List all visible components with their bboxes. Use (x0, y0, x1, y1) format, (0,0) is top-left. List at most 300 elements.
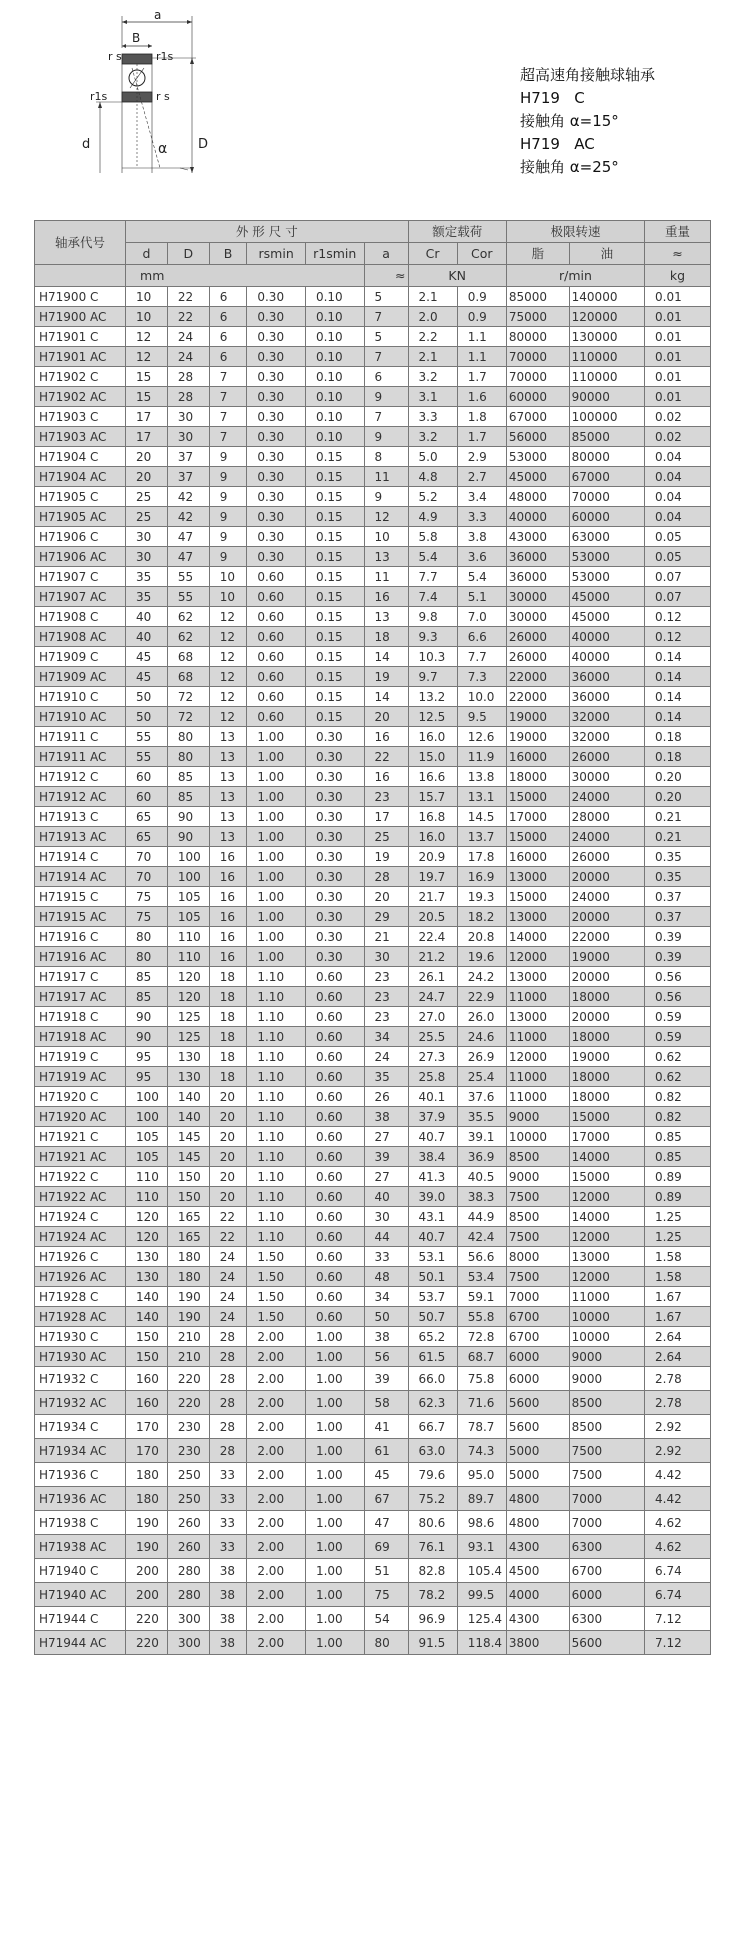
cell-B: 6 (209, 327, 247, 347)
cell-Cor: 98.6 (457, 1511, 506, 1535)
cell-oil-speed: 53000 (569, 567, 644, 587)
cell-code: H71918 C (35, 1007, 126, 1027)
cell-a: 26 (364, 1087, 408, 1107)
cell-d: 85 (126, 967, 168, 987)
cell-a: 11 (364, 467, 408, 487)
cell-weight: 0.01 (645, 327, 711, 347)
cell-d: 45 (126, 667, 168, 687)
cell-rsmin: 2.00 (247, 1439, 306, 1463)
cell-d: 20 (126, 467, 168, 487)
cell-D: 300 (167, 1631, 209, 1655)
cell-code: H71915 C (35, 887, 126, 907)
cell-code: H71940 AC (35, 1583, 126, 1607)
cell-weight: 0.05 (645, 527, 711, 547)
header-blank (35, 265, 126, 287)
cell-weight: 2.78 (645, 1391, 711, 1415)
cell-r1smin: 0.10 (305, 327, 364, 347)
cell-a: 11 (364, 567, 408, 587)
cell-a: 7 (364, 407, 408, 427)
cell-r1smin: 1.00 (305, 1583, 364, 1607)
cell-grease-speed: 13000 (506, 867, 569, 887)
cell-B: 13 (209, 747, 247, 767)
cell-D: 100 (167, 867, 209, 887)
cell-B: 6 (209, 347, 247, 367)
cell-B: 33 (209, 1535, 247, 1559)
cell-weight: 0.85 (645, 1147, 711, 1167)
cell-a: 17 (364, 807, 408, 827)
cell-d: 17 (126, 427, 168, 447)
cell-grease-speed: 45000 (506, 467, 569, 487)
cell-d: 55 (126, 747, 168, 767)
cell-d: 80 (126, 927, 168, 947)
cell-B: 20 (209, 1187, 247, 1207)
cell-D: 110 (167, 947, 209, 967)
cell-D: 105 (167, 907, 209, 927)
cell-Cor: 0.9 (457, 307, 506, 327)
cell-r1smin: 0.15 (305, 707, 364, 727)
table-row (35, 1463, 711, 1487)
cell-Cr: 4.9 (408, 507, 457, 527)
cell-a: 33 (364, 1247, 408, 1267)
cell-grease-speed: 6700 (506, 1327, 569, 1347)
cell-B: 9 (209, 547, 247, 567)
cell-a: 35 (364, 1067, 408, 1087)
cell-r1smin: 1.00 (305, 1511, 364, 1535)
cell-oil-speed: 32000 (569, 727, 644, 747)
cell-B: 9 (209, 527, 247, 547)
cell-grease-speed: 6000 (506, 1367, 569, 1391)
cell-D: 55 (167, 567, 209, 587)
cell-Cr: 9.8 (408, 607, 457, 627)
cell-grease-speed: 19000 (506, 707, 569, 727)
cell-D: 90 (167, 807, 209, 827)
header-oil: 油 (569, 243, 644, 265)
cell-Cr: 62.3 (408, 1391, 457, 1415)
cell-a: 7 (364, 347, 408, 367)
header-unit-rmin: r/min (506, 265, 644, 287)
cell-code: H71924 AC (35, 1227, 126, 1247)
cell-grease-speed: 8500 (506, 1207, 569, 1227)
cell-rsmin: 1.50 (247, 1287, 306, 1307)
cell-oil-speed: 30000 (569, 767, 644, 787)
table-row (35, 987, 711, 1007)
cell-grease-speed: 17000 (506, 807, 569, 827)
table-row (35, 367, 711, 387)
cell-r1smin: 0.10 (305, 287, 364, 307)
cell-r1smin: 0.15 (305, 527, 364, 547)
cell-D: 42 (167, 507, 209, 527)
cell-weight: 0.21 (645, 827, 711, 847)
cell-weight: 1.58 (645, 1267, 711, 1287)
cell-D: 220 (167, 1367, 209, 1391)
cell-d: 110 (126, 1187, 168, 1207)
table-row (35, 727, 711, 747)
cell-oil-speed: 110000 (569, 367, 644, 387)
cell-a: 13 (364, 547, 408, 567)
cell-r1smin: 1.00 (305, 1559, 364, 1583)
table-row (35, 1127, 711, 1147)
label-r1s-top: r1s (156, 50, 174, 63)
cell-a: 61 (364, 1439, 408, 1463)
cell-grease-speed: 53000 (506, 447, 569, 467)
cell-B: 16 (209, 867, 247, 887)
header-Cr: Cr (408, 243, 457, 265)
cell-D: 62 (167, 607, 209, 627)
cell-grease-speed: 5000 (506, 1439, 569, 1463)
table-row (35, 1287, 711, 1307)
cell-oil-speed: 12000 (569, 1227, 644, 1247)
table-row (35, 767, 711, 787)
cell-Cr: 66.0 (408, 1367, 457, 1391)
cell-Cr: 13.2 (408, 687, 457, 707)
table-row (35, 1559, 711, 1583)
table-row (35, 427, 711, 447)
cell-a: 45 (364, 1463, 408, 1487)
cell-a: 50 (364, 1307, 408, 1327)
label-rs-mid: r s (156, 90, 170, 103)
cell-r1smin: 1.00 (305, 1607, 364, 1631)
cell-oil-speed: 100000 (569, 407, 644, 427)
cell-D: 300 (167, 1607, 209, 1631)
cell-Cr: 27.0 (408, 1007, 457, 1027)
cell-Cr: 24.7 (408, 987, 457, 1007)
cell-weight: 0.14 (645, 647, 711, 667)
cell-Cor: 74.3 (457, 1439, 506, 1463)
cell-weight: 0.56 (645, 967, 711, 987)
cell-d: 40 (126, 607, 168, 627)
cell-Cor: 71.6 (457, 1391, 506, 1415)
cell-Cr: 3.2 (408, 367, 457, 387)
cell-oil-speed: 10000 (569, 1327, 644, 1347)
cell-weight: 0.14 (645, 687, 711, 707)
cell-weight: 0.56 (645, 987, 711, 1007)
cell-D: 280 (167, 1559, 209, 1583)
cell-D: 190 (167, 1307, 209, 1327)
cell-d: 160 (126, 1391, 168, 1415)
cell-Cor: 118.4 (457, 1631, 506, 1655)
cell-Cr: 40.7 (408, 1127, 457, 1147)
cell-d: 15 (126, 367, 168, 387)
table-row (35, 1227, 711, 1247)
cell-Cr: 66.7 (408, 1415, 457, 1439)
cell-oil-speed: 14000 (569, 1147, 644, 1167)
cell-D: 250 (167, 1463, 209, 1487)
cell-grease-speed: 40000 (506, 507, 569, 527)
cell-Cr: 40.7 (408, 1227, 457, 1247)
cell-Cr: 78.2 (408, 1583, 457, 1607)
cell-Cor: 24.6 (457, 1027, 506, 1047)
cell-a: 23 (364, 987, 408, 1007)
table-row (35, 1439, 711, 1463)
header-dims: 外 形 尺 寸 (126, 221, 409, 243)
cell-B: 6 (209, 307, 247, 327)
cell-Cr: 25.5 (408, 1027, 457, 1047)
cell-rsmin: 1.10 (247, 1227, 306, 1247)
table-row (35, 547, 711, 567)
cell-d: 220 (126, 1607, 168, 1631)
cell-code: H71934 C (35, 1415, 126, 1439)
cell-r1smin: 1.00 (305, 1439, 364, 1463)
cell-B: 28 (209, 1391, 247, 1415)
cell-oil-speed: 8500 (569, 1415, 644, 1439)
cell-Cr: 22.4 (408, 927, 457, 947)
cell-weight: 0.14 (645, 707, 711, 727)
cell-D: 125 (167, 1007, 209, 1027)
cell-B: 20 (209, 1127, 247, 1147)
table-row (35, 307, 711, 327)
cell-d: 75 (126, 887, 168, 907)
cell-rsmin: 0.60 (247, 707, 306, 727)
cell-rsmin: 2.00 (247, 1559, 306, 1583)
cell-B: 16 (209, 847, 247, 867)
cell-Cr: 43.1 (408, 1207, 457, 1227)
cell-D: 230 (167, 1415, 209, 1439)
cell-r1smin: 1.00 (305, 1487, 364, 1511)
cell-rsmin: 1.00 (247, 747, 306, 767)
cell-grease-speed: 4300 (506, 1535, 569, 1559)
cell-Cor: 24.2 (457, 967, 506, 987)
cell-oil-speed: 18000 (569, 1027, 644, 1047)
cell-weight: 0.37 (645, 887, 711, 907)
cell-weight: 4.62 (645, 1511, 711, 1535)
cell-grease-speed: 80000 (506, 327, 569, 347)
cell-d: 180 (126, 1463, 168, 1487)
cell-B: 13 (209, 807, 247, 827)
cell-rsmin: 2.00 (247, 1391, 306, 1415)
cell-Cr: 16.8 (408, 807, 457, 827)
cell-weight: 0.14 (645, 667, 711, 687)
cell-oil-speed: 26000 (569, 747, 644, 767)
cell-B: 28 (209, 1347, 247, 1367)
cell-oil-speed: 22000 (569, 927, 644, 947)
cell-d: 100 (126, 1087, 168, 1107)
cell-Cor: 72.8 (457, 1327, 506, 1347)
cell-D: 22 (167, 287, 209, 307)
cell-D: 140 (167, 1087, 209, 1107)
cell-r1smin: 0.60 (305, 1227, 364, 1247)
cell-Cr: 5.4 (408, 547, 457, 567)
cell-B: 18 (209, 1067, 247, 1087)
cell-r1smin: 0.10 (305, 367, 364, 387)
cell-B: 13 (209, 827, 247, 847)
table-row (35, 787, 711, 807)
cell-code: H71934 AC (35, 1439, 126, 1463)
cell-grease-speed: 15000 (506, 827, 569, 847)
cell-oil-speed: 60000 (569, 507, 644, 527)
cell-code: H71930 AC (35, 1347, 126, 1367)
cell-grease-speed: 10000 (506, 1127, 569, 1147)
cell-D: 37 (167, 447, 209, 467)
table-row (35, 1167, 711, 1187)
cell-a: 23 (364, 787, 408, 807)
cell-B: 16 (209, 907, 247, 927)
cell-d: 10 (126, 307, 168, 327)
cell-weight: 2.64 (645, 1327, 711, 1347)
cell-grease-speed: 26000 (506, 627, 569, 647)
cell-rsmin: 0.30 (247, 507, 306, 527)
cell-Cr: 40.1 (408, 1087, 457, 1107)
cell-a: 56 (364, 1347, 408, 1367)
title-line-1: 超高速角接触球轴承 (520, 66, 656, 84)
cell-d: 35 (126, 587, 168, 607)
cell-Cor: 25.4 (457, 1067, 506, 1087)
cell-rsmin: 1.10 (247, 1207, 306, 1227)
cell-grease-speed: 6700 (506, 1307, 569, 1327)
cell-oil-speed: 130000 (569, 327, 644, 347)
cell-grease-speed: 5000 (506, 1463, 569, 1487)
cell-r1smin: 0.60 (305, 1127, 364, 1147)
cell-code: H71928 C (35, 1287, 126, 1307)
cell-B: 12 (209, 707, 247, 727)
cell-r1smin: 0.60 (305, 1067, 364, 1087)
cell-weight: 6.74 (645, 1583, 711, 1607)
cell-grease-speed: 36000 (506, 547, 569, 567)
cell-code: H71901 C (35, 327, 126, 347)
cell-code: H71900 C (35, 287, 126, 307)
cell-a: 20 (364, 887, 408, 907)
cell-Cr: 80.6 (408, 1511, 457, 1535)
cell-code: H71917 AC (35, 987, 126, 1007)
cell-grease-speed: 3800 (506, 1631, 569, 1655)
header-r1smin: r1smin (305, 243, 364, 265)
cell-code: H71917 C (35, 967, 126, 987)
cell-Cor: 3.8 (457, 527, 506, 547)
cell-rsmin: 0.30 (247, 287, 306, 307)
cell-code: H71930 C (35, 1327, 126, 1347)
table-row (35, 627, 711, 647)
cell-oil-speed: 17000 (569, 1127, 644, 1147)
cell-rsmin: 0.30 (247, 307, 306, 327)
cell-weight: 0.89 (645, 1187, 711, 1207)
table-body (35, 287, 711, 1655)
cell-rsmin: 1.50 (247, 1267, 306, 1287)
cell-rsmin: 1.10 (247, 1007, 306, 1027)
cell-a: 47 (364, 1511, 408, 1535)
label-r1s-left: r1s (90, 90, 108, 103)
cell-B: 9 (209, 447, 247, 467)
cell-d: 17 (126, 407, 168, 427)
cell-weight: 2.64 (645, 1347, 711, 1367)
cell-Cr: 63.0 (408, 1439, 457, 1463)
cell-d: 45 (126, 647, 168, 667)
cell-B: 12 (209, 687, 247, 707)
cell-weight: 0.21 (645, 807, 711, 827)
cell-d: 50 (126, 707, 168, 727)
cell-r1smin: 0.60 (305, 1027, 364, 1047)
cell-grease-speed: 85000 (506, 287, 569, 307)
header-grease: 脂 (506, 243, 569, 265)
cell-Cor: 0.9 (457, 287, 506, 307)
cell-D: 62 (167, 627, 209, 647)
cell-D: 150 (167, 1167, 209, 1187)
cell-a: 23 (364, 1007, 408, 1027)
cell-rsmin: 1.10 (247, 1187, 306, 1207)
cell-code: H71928 AC (35, 1307, 126, 1327)
cell-Cor: 7.3 (457, 667, 506, 687)
cell-r1smin: 0.15 (305, 567, 364, 587)
cell-grease-speed: 8500 (506, 1147, 569, 1167)
cell-Cr: 53.7 (408, 1287, 457, 1307)
cell-r1smin: 0.10 (305, 427, 364, 447)
cell-code: H71903 C (35, 407, 126, 427)
table-row (35, 1087, 711, 1107)
cell-rsmin: 0.30 (247, 447, 306, 467)
cell-d: 180 (126, 1487, 168, 1511)
cell-r1smin: 0.60 (305, 1087, 364, 1107)
cell-B: 38 (209, 1583, 247, 1607)
cell-Cr: 65.2 (408, 1327, 457, 1347)
cell-r1smin: 0.10 (305, 407, 364, 427)
cell-Cor: 5.1 (457, 587, 506, 607)
cell-d: 110 (126, 1167, 168, 1187)
table-row (35, 1147, 711, 1167)
cell-D: 210 (167, 1327, 209, 1347)
cell-code: H71938 AC (35, 1535, 126, 1559)
cell-r1smin: 1.00 (305, 1347, 364, 1367)
cell-Cr: 75.2 (408, 1487, 457, 1511)
cell-a: 67 (364, 1487, 408, 1511)
title-line-2: H719 C (520, 89, 585, 107)
cell-grease-speed: 9000 (506, 1107, 569, 1127)
cell-Cr: 16.0 (408, 727, 457, 747)
table-row (35, 1511, 711, 1535)
cell-grease-speed: 70000 (506, 367, 569, 387)
cell-weight: 0.04 (645, 467, 711, 487)
cell-code: H71910 AC (35, 707, 126, 727)
cell-Cr: 50.7 (408, 1307, 457, 1327)
table-row (35, 567, 711, 587)
cell-D: 22 (167, 307, 209, 327)
cell-r1smin: 0.60 (305, 987, 364, 1007)
table-row (35, 287, 711, 307)
cell-grease-speed: 4800 (506, 1487, 569, 1511)
cell-D: 220 (167, 1391, 209, 1415)
cell-grease-speed: 11000 (506, 987, 569, 1007)
cell-D: 150 (167, 1187, 209, 1207)
table-row (35, 1487, 711, 1511)
cell-B: 28 (209, 1439, 247, 1463)
cell-code: H71922 C (35, 1167, 126, 1187)
cell-d: 220 (126, 1631, 168, 1655)
cell-Cor: 20.8 (457, 927, 506, 947)
cell-Cor: 2.7 (457, 467, 506, 487)
cell-code: H71908 AC (35, 627, 126, 647)
cell-d: 20 (126, 447, 168, 467)
table-row (35, 1583, 711, 1607)
table-row (35, 887, 711, 907)
cell-rsmin: 0.30 (247, 467, 306, 487)
cell-oil-speed: 140000 (569, 287, 644, 307)
cell-grease-speed: 67000 (506, 407, 569, 427)
cell-oil-speed: 53000 (569, 547, 644, 567)
table-row (35, 1347, 711, 1367)
cell-Cor: 26.0 (457, 1007, 506, 1027)
cell-B: 22 (209, 1207, 247, 1227)
cell-code: H71906 AC (35, 547, 126, 567)
cell-oil-speed: 20000 (569, 867, 644, 887)
cell-oil-speed: 19000 (569, 1047, 644, 1067)
cell-B: 18 (209, 1007, 247, 1027)
cell-rsmin: 0.60 (247, 667, 306, 687)
cell-d: 80 (126, 947, 168, 967)
cell-grease-speed: 7000 (506, 1287, 569, 1307)
cell-Cor: 12.6 (457, 727, 506, 747)
cell-Cor: 13.8 (457, 767, 506, 787)
cell-Cr: 26.1 (408, 967, 457, 987)
cell-d: 160 (126, 1367, 168, 1391)
cell-weight: 7.12 (645, 1607, 711, 1631)
cell-r1smin: 0.30 (305, 847, 364, 867)
